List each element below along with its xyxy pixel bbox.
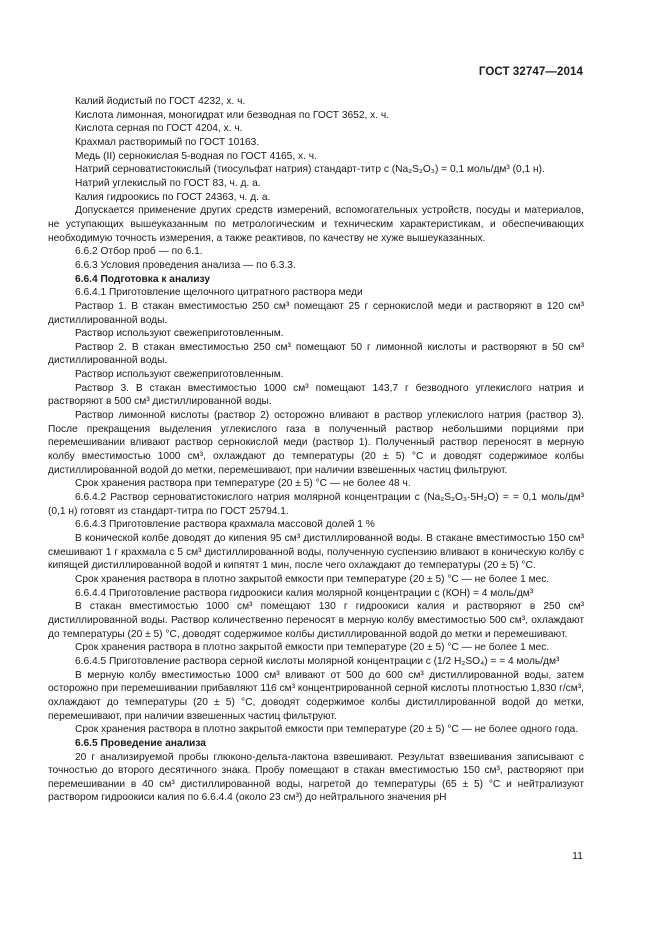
paragraph: Раствор 2. В стакан вместимостью 250 см³ помещают 50 г лимонной кислоты и растворяют в 50 см³ дистиллированной воды. <box>48 341 584 367</box>
clause-6-6-4-2: 6.6.4.2 Раствор серноватистокислого натрия молярной концентрации с (Na₂S₂O₃·5H₂O) = = 0,1 моль/дм³ (0,1 н) готовят из стандарт-титра по ГОСТ 25794.1. <box>48 492 584 517</box>
paragraph: Раствор 3. В стакан вместимостью 1000 см³ помещают 143,7 г безводного углекислого натрия и растворяют в 500 см³ дистиллированной воды. <box>48 382 584 408</box>
paragraph: В конической колбе доводят до кипения 95 см³ дистиллированной воды. В стакане вместимостью 150 см³ смешивают 1 г крахмала с 5 см³ дистиллированной воды, полученную суспензию вливают в коническую колбу с кипящей дистиллированной водой и кипятят 1 мин, после чего охлаждают до температуры (20 ± 5) °С. <box>48 533 584 572</box>
paragraph: Крахмал растворимый по ГОСТ 10163. <box>75 136 260 148</box>
clause-6-6-3: 6.6.3 Условия проведения анализа — по 6.3.3. <box>75 259 296 271</box>
paragraph: Срок хранения раствора в плотно закрытой емкости при температуре (20 ± 5) °С — не более 1 мес. <box>75 642 550 654</box>
clause-6-6-4-3: 6.6.4.3 Приготовление раствора крахмала массовой долей 1 % <box>75 519 375 531</box>
paragraph: Допускается применение других средств измерений, вспомогательных устройств, посуды и материалов, не уступающих вышеуказанным по метрологическим и техническим характеристикам, и обеспечивающих необходимую точность измерения, а также реактивов, по качеству не хуже вышеуказанных. <box>48 205 584 244</box>
document-body <box>48 95 584 805</box>
paragraph: Кислота лимонная, моногидрат или безводная по ГОСТ 3652, х. ч. <box>75 109 390 121</box>
paragraph: В стакан вместимостью 1000 см³ помещают 130 г гидроокиси калия и растворяют в 250 см³ дистиллированной воды. Раствор количественно переносят в мерную колбу вместимостью 500 см³, охлаждают до температуры (20 ± 5) °С, доводят содержимое колбы дистиллированной водой до метки и перемешивают. <box>48 601 584 640</box>
paragraph: Срок хранения раствора при температуре (20 ± 5) °С — не более 48 ч. <box>75 478 411 490</box>
paragraph: Калий йодистый по ГОСТ 4232, х. ч. <box>75 96 246 107</box>
clause-6-6-4-4: 6.6.4.4 Приготовление раствора гидроокиси калия молярной концентрации с (КОН) = 4 моль/дм³ <box>75 587 534 599</box>
paragraph: Срок хранения раствора в плотно закрытой емкости при температуре (20 ± 5) °С — не более одного года. <box>75 724 579 736</box>
section-heading-6-6-5: 6.6.5 Проведение анализа <box>75 737 206 749</box>
paragraph: Калия гидроокись по ГОСТ 24363, ч. д. а. <box>75 191 271 203</box>
paragraph: Натрий серноватистокислый (тиосульфат натрия) стандарт-титр с (Na₂S₂O₃) = 0,1 моль/дм³ (0,1 н). <box>75 164 545 176</box>
paragraph: 20 г анализируемой пробы глюконо-дельта-лактона взвешивают. Результат взвешивания записывают с точностью до второго десятичного знака. Пробу помещают в стакан вместимостью 150 см³, растворяют при перемешивании в 40 см³ дистиллированной воды, нагретой до температуры (65 ± 5) °С и нейтрализуют раствором гидроокиси калия по 6.6.4.4 (около 23 см³) до нейтрального значения pH <box>48 751 584 804</box>
paragraph: Натрий углекислый по ГОСТ 83, ч. д. а. <box>75 177 261 189</box>
paragraph: Медь (II) сернокислая 5-водная по ГОСТ 4165, х. ч. <box>75 150 317 162</box>
standard-header: ГОСТ 32747—2014 <box>478 66 583 78</box>
section-heading-6-6-4: 6.6.4 Подготовка к анализу <box>75 273 211 285</box>
clause-6-6-4-5: 6.6.4.5 Приготовление раствора серной кислоты молярной концентрации с (1/2 H₂SO₄) = = 4 моль/дм³ <box>75 655 560 667</box>
paragraph: Раствор 1. В стакан вместимостью 250 см³ помещают 25 г сернокислой меди и растворяют в 120 см³ дистиллированной воды. <box>48 300 584 326</box>
paragraph: Раствор используют свежеприготовленным. <box>75 369 284 381</box>
paragraph: В мерную колбу вместимостью 1000 см³ вливают от 500 до 600 см³ дистиллированной воды, затем осторожно при перемешивании прибавляют 116 см³ концентрированной серной кислоты плотностью 1,830 г/см³, охлаждают до температуры (20 ± 5) °С, доводят содержимое колбы дистиллированной водой до метки, перемешивают, при наличии взвешенных частиц фильтруют. <box>48 669 584 722</box>
paragraph: Кислота серная по ГОСТ 4204, х. ч. <box>75 123 243 135</box>
page-number: 11 <box>572 850 583 862</box>
paragraph: Раствор лимонной кислоты (раствор 2) осторожно вливают в раствор углекислого натрия (раствор 3). После прекращения выделения углекислого газа в полученный раствор небольшими порциями при перемешивании вливают раствор сернокислой меди (раствор 1). Полученный раствор переносят в мерную колбу вместимостью 1000 см³, охлаждают до температуры (20 ± 5) °С и доводят содержимое колбы дистиллированной водой до метки, перемешивают, при наличии взвешенных частиц фильтруют. <box>48 410 584 476</box>
clause-6-6-4-1: 6.6.4.1 Приготовление щелочного цитратного раствора меди <box>75 287 363 299</box>
paragraph: Раствор используют свежеприготовленным. <box>75 328 284 340</box>
paragraph: Срок хранения раствора в плотно закрытой емкости при температуре (20 ± 5) °С — не более 1 мес. <box>75 573 550 585</box>
clause-6-6-2: 6.6.2 Отбор проб — по 6.1. <box>75 246 203 258</box>
